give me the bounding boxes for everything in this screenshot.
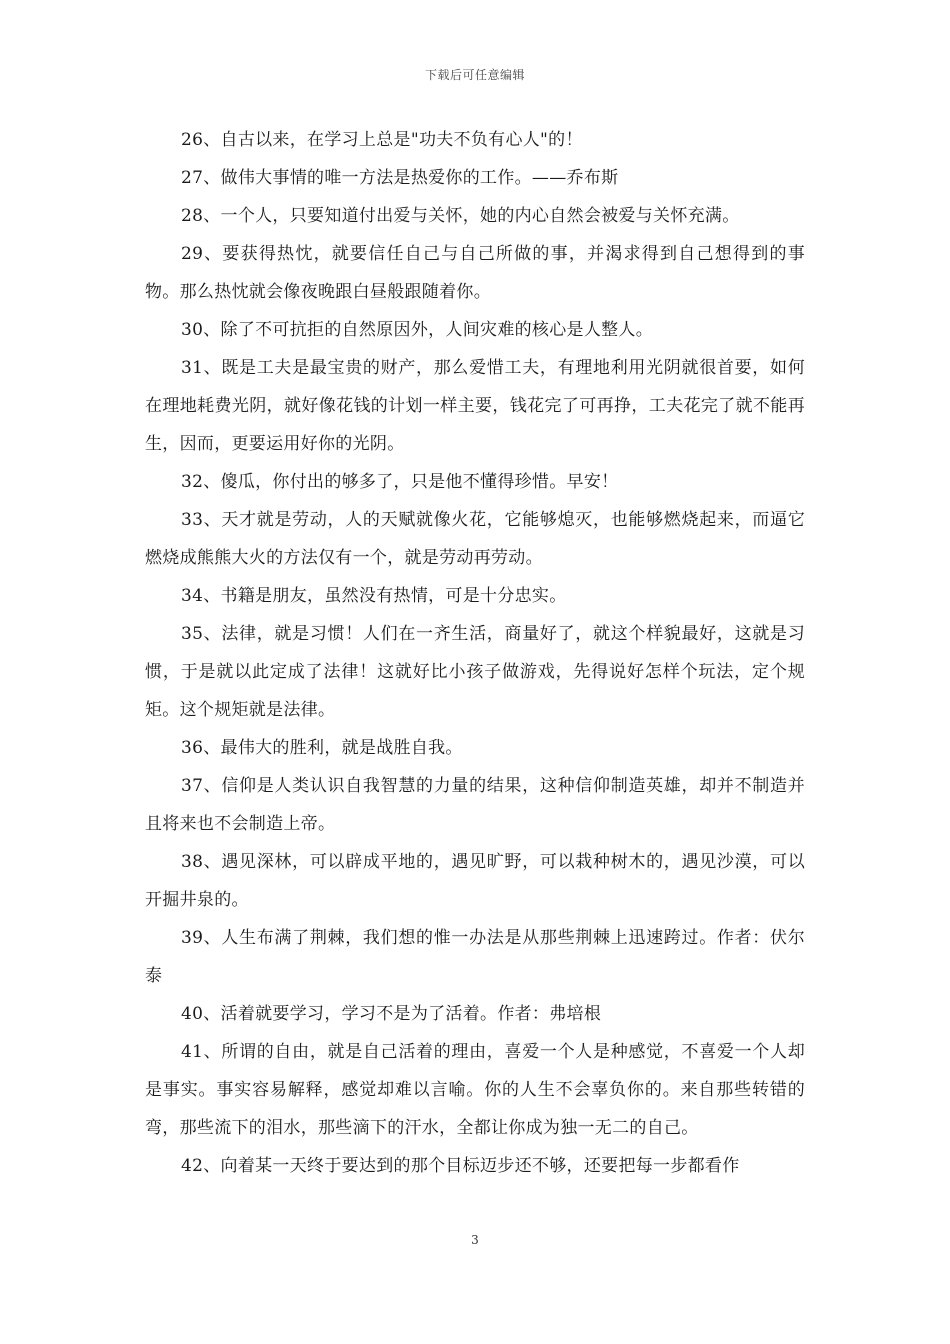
- quote-paragraph-38: 38、遇见深林，可以辟成平地的，遇见旷野，可以栽种树木的，遇见沙漠，可以开掘井泉的。: [145, 852, 805, 910]
- quote-paragraph-36: 36、最伟大的胜利，就是战胜自我。: [181, 738, 463, 758]
- quote-paragraph-40: 40、活着就要学习，学习不是为了活着。作者：弗培根: [181, 1004, 602, 1024]
- quote-paragraph-33: 33、天才就是劳动，人的天赋就像火花，它能够熄灭，也能够燃烧起来，而逼它燃烧成熊熊大火的方法仅有一个，就是劳动再劳动。: [145, 510, 805, 568]
- quote-paragraph-34: 34、书籍是朋友，虽然没有热情，可是十分忠实。: [181, 586, 567, 606]
- quote-paragraph-30: 30、除了不可抗拒的自然原因外，人间灾难的核心是人整人。: [181, 320, 654, 340]
- quote-paragraph-27: 27、做伟大事情的唯一方法是热爱你的工作。——乔布斯: [181, 168, 619, 188]
- page-number: 3: [471, 1233, 479, 1247]
- quote-paragraph-31: 31、既是工夫是最宝贵的财产，那么爱惜工夫，有理地利用光阴就很首要，如何在理地耗费光阴，就好像花钱的计划一样主要，钱花完了可再挣，工夫花完了就不能再生，因而，更要运用好你的光阴。: [145, 358, 805, 454]
- document-body: [145, 121, 805, 1185]
- quote-paragraph-39: 39、人生布满了荆棘，我们想的惟一办法是从那些荆棘上迅速跨过。作者：伏尔泰: [145, 928, 805, 986]
- quote-paragraph-42: 42、向着某一天终于要达到的那个目标迈步还不够，还要把每一步都看作: [181, 1156, 740, 1176]
- quote-paragraph-28: 28、一个人，只要知道付出爱与关怀，她的内心自然会被爱与关怀充满。: [181, 206, 740, 226]
- page-header: 下载后可任意编辑: [424, 68, 525, 82]
- quote-paragraph-37: 37、信仰是人类认识自我智慧的力量的结果，这种信仰制造英雄，却并不制造并且将来也不会制造上帝。: [145, 776, 805, 834]
- quote-paragraph-35: 35、法律，就是习惯！人们在一齐生活，商量好了，就这个样貌最好，这就是习惯，于是就以此定成了法律！这就好比小孩子做游戏，先得说好怎样个玩法，定个规矩。这个规矩就是法律。: [145, 624, 805, 720]
- quote-paragraph-41: 41、所谓的自由，就是自己活着的理由，喜爱一个人是种感觉，不喜爱一个人却是事实。事实容易解释，感觉却难以言喻。你的人生不会辜负你的。来自那些转错的弯，那些流下的泪水，那些滴下的汗水，全都让你成为独一无二的自己。: [145, 1042, 805, 1138]
- quote-paragraph-32: 32、傻瓜，你付出的够多了，只是他不懂得珍惜。早安！: [181, 472, 619, 492]
- quote-paragraph-29: 29、要获得热忱，就要信任自己与自己所做的事，并渴求得到自己想得到的事物。那么热忱就会像夜晚跟白昼般跟随着你。: [145, 244, 805, 302]
- quote-paragraph-26: 26、自古以来，在学习上总是"功夫不负有心人"的！: [181, 130, 583, 150]
